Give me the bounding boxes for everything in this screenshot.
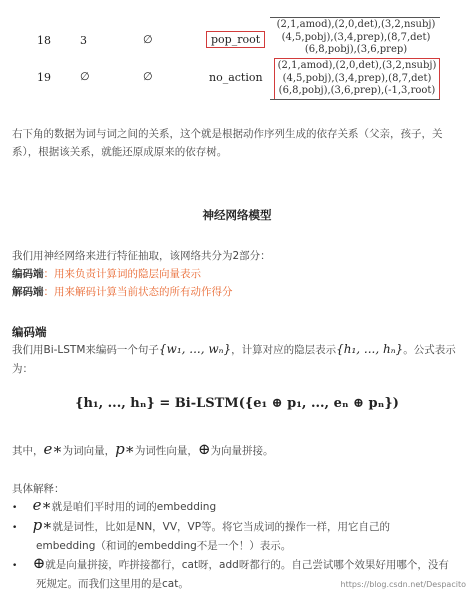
result-line: (2,1,amod),(2,0,det),(3,2,nsubj) [276, 19, 436, 30]
buffer-cell: ∅ [143, 33, 153, 46]
item-text-cont-line: 死规定。而我们这里用的是cat。 [36, 578, 189, 590]
table-bottom-rule [270, 99, 440, 100]
e-symbol: e∗ [32, 496, 52, 514]
p-symbol: p∗ [115, 440, 135, 458]
decoder-item [12, 283, 233, 301]
stack-cell: 3 [80, 34, 87, 47]
overview-text: 我们用神经网络来进行特征抽取，该网络共分为2部分： [12, 250, 271, 262]
result-line: (4,5,pobj),(3,4,prep),(8,7,det) [281, 31, 431, 43]
sentence-suffix: 。公式表示 [403, 344, 456, 356]
section-title: 神经网络模型 [202, 208, 272, 222]
result-line: (6,8,pobj),(3,6,prep) [304, 44, 408, 55]
result-cell-highlighted [274, 58, 440, 100]
encoder-sentence-line2: 为： [12, 363, 33, 375]
p-symbol: p∗ [32, 516, 53, 534]
item-text: 就是向量拼接，咋拼接都行，cat呀，add呀都行的。自己尝试哪个效果好用哪个，没有 [45, 559, 449, 571]
explanation-item [12, 516, 467, 555]
intro-paragraph [12, 125, 467, 161]
e-symbol: e∗ [43, 440, 63, 458]
intro-line: 系），根据该关系，就能还原成原来的依存树。 [12, 146, 228, 158]
intro-line: 右下角的数据为词与词之间的关系，这个就是根据动作序列生成的依存关系（父亲，孩子，关 [12, 128, 443, 140]
explanation-title: 具体解释： [12, 483, 65, 495]
encoder-section-title: 编码端 [12, 325, 47, 339]
bullet-icon: • [12, 561, 18, 571]
encoder-sentence [12, 340, 456, 359]
item-text: 就是词性，比如是NN，VV，VP等。将它当成词的操作一样，用它自己的 [52, 521, 391, 533]
action-cell: no_action [209, 71, 263, 84]
where-e: 为词向量， [62, 445, 116, 457]
result-cell [276, 19, 436, 57]
action-cell-highlighted: pop_root [206, 31, 265, 48]
step-cell: 19 [37, 71, 51, 84]
table-top-rule [270, 17, 440, 18]
where-p: 为词性向量， [134, 445, 198, 457]
result-line: (6,8,pobj),(3,6,prep),(-1,3,root) [278, 85, 436, 96]
result-line: (4,5,pobj),(3,4,prep),(8,7,det) [282, 72, 432, 84]
sentence-mid: ，计算对应的隐层表示 [231, 344, 337, 356]
encoder-desc: ：用来负责计算词的隐层向量表示 [43, 268, 201, 280]
where-oplus: 为向量拼接。 [210, 445, 274, 457]
where-line [12, 440, 273, 460]
stack-cell: ∅ [80, 70, 90, 83]
watermark: https://blog.csdn.net/Despacito [340, 580, 466, 589]
encoder-label: 编码端 [12, 268, 44, 280]
encoder-formula: {h₁, ..., hₙ} = Bi-LSTM({e₁ ⊕ p₁, ..., eₙ ⊕ pₙ}) [75, 396, 399, 411]
word-set: {w₁, ..., wₙ} [158, 342, 232, 356]
decoder-desc: ：用来解码计算当前状态的所有动作得分 [43, 286, 233, 298]
result-line: (2,1,amod),(2,0,det),(3,2,nsubj) [277, 60, 437, 71]
bullet-icon: • [12, 523, 18, 533]
bullet-icon: • [12, 503, 18, 513]
step-cell: 18 [37, 34, 51, 47]
encoder-item [12, 265, 201, 283]
decoder-label: 解码端 [12, 286, 44, 298]
where-prefix: 其中， [12, 445, 44, 457]
hidden-set: {h₁, ..., hₙ} [336, 342, 404, 356]
item-text: 就是咱们平时用的词的embedding [51, 501, 217, 513]
item-text-cont: embedding（和词的embedding不是一个！）表示。 [36, 540, 292, 552]
explanation-item [12, 496, 216, 517]
oplus-symbol: ⊕ [32, 554, 46, 572]
oplus-symbol: ⊕ [197, 440, 211, 458]
buffer-cell: ∅ [143, 70, 153, 83]
sentence-prefix: 我们用Bi-LSTM来编码一个句子 [12, 344, 159, 356]
